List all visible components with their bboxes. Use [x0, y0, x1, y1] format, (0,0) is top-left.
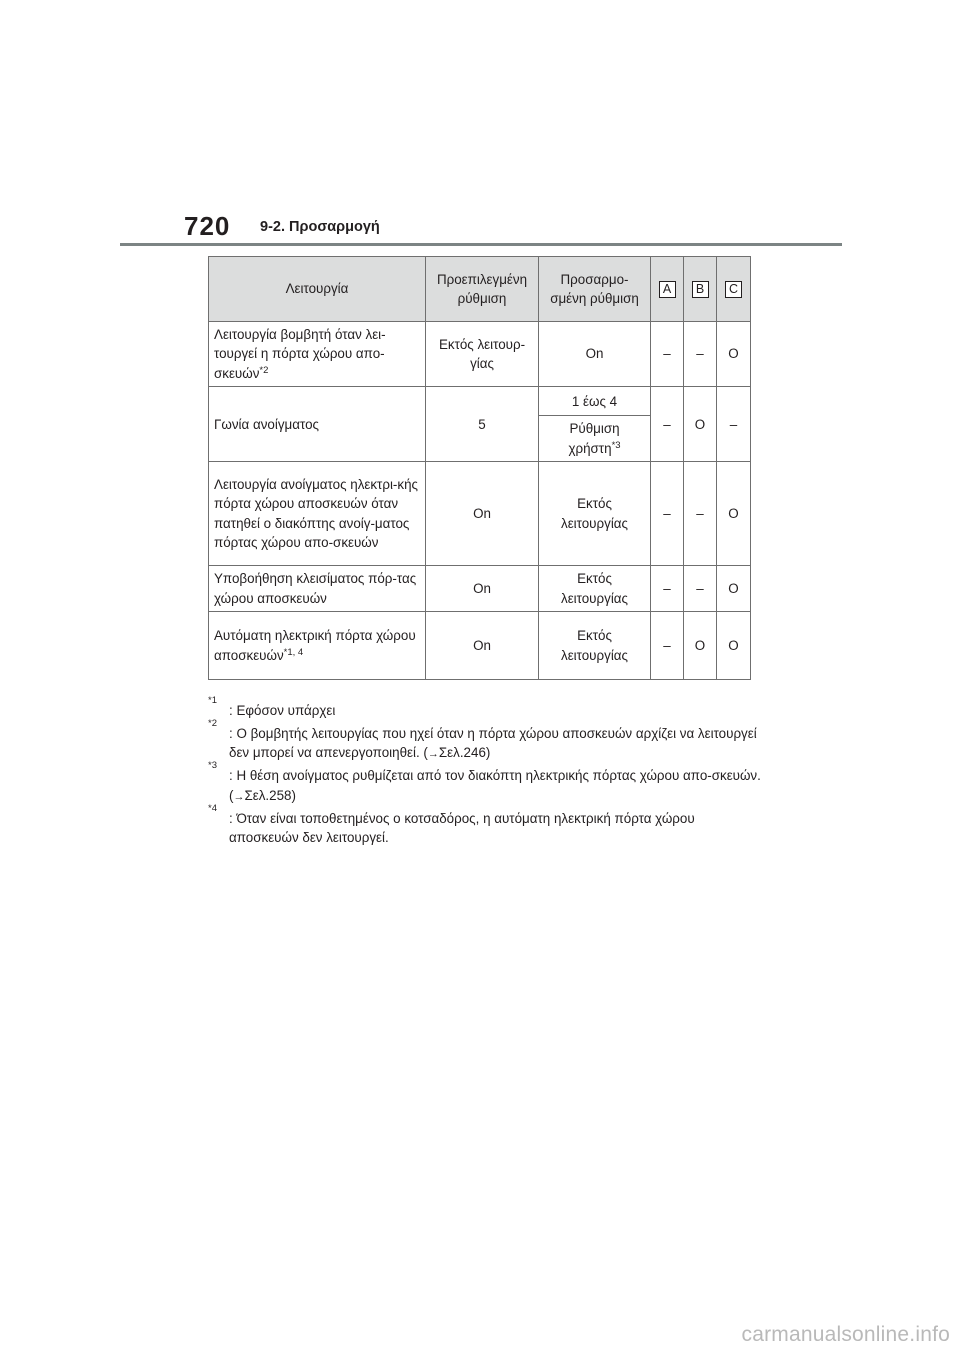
row-mark-a: – [651, 322, 684, 387]
footnote: *1 : Εφόσον υπάρχει [208, 695, 336, 718]
footnote-text: : Όταν είναι τοποθετημένος ο κοτσαδόρος, η αυτόματη ηλεκτρική πόρτα χώρου αποσκευών δεν λειτουργεί. [229, 810, 695, 846]
row-mark-c: – [717, 387, 751, 462]
footnotes [208, 695, 768, 851]
footnote: *4 : Όταν είναι τοποθετημένος ο κοτσαδόρος, η αυτόματη ηλεκτρική πόρτα χώρου αποσκευών δεν λειτουργεί. [208, 802, 695, 846]
row-default: On [426, 612, 539, 680]
row-custom: Εκτός λειτουργίας [539, 612, 651, 680]
header-col-a [651, 257, 684, 322]
page-header [0, 0, 960, 250]
row-mark-c: O [717, 612, 751, 680]
row-function [209, 612, 426, 680]
footnote: *2 : Ο βομβητής λειτουργίας που ηχεί όταν η πόρτα χώρου αποσκευών αρχίζει να λειτουργεί δεν μπορεί να απενεργοποιηθεί. (→Σελ.246) [208, 717, 757, 761]
row-custom-option-2 [539, 416, 651, 462]
header-custom: Προσαρμο-σμένη ρύθμιση [539, 257, 651, 322]
row-function: Γωνία ανοίγματος [209, 387, 426, 462]
row-mark-b: O [684, 387, 717, 462]
row-function-text: Αυτόματη ηλεκτρική πόρτα χώρου αποσκευών [214, 628, 416, 663]
footnote-ref: *2 [259, 364, 269, 376]
header-col-b [684, 257, 717, 322]
row-mark-a: – [651, 612, 684, 680]
row-custom: Εκτός λειτουργίας [539, 462, 651, 566]
table-row [209, 612, 751, 680]
row-mark-b: – [684, 462, 717, 566]
arrow-icon: → [427, 748, 439, 761]
footnote: *3 : Η θέση ανοίγματος ρυθμίζεται από τον διακόπτη ηλεκτρικής πόρτας χώρου απο-σκευών. (→Σελ.258) [208, 760, 761, 803]
table-row [209, 387, 751, 416]
footnote-text: : Η θέση ανοίγματος ρυθμίζεται από τον διακόπτη ηλεκτρικής πόρτας χώρου απο-σκευών. ( [229, 768, 761, 803]
row-mark-c: O [717, 462, 751, 566]
row-custom: On [539, 322, 651, 387]
row-custom-option-1: 1 έως 4 [539, 387, 651, 416]
row-mark-b: – [684, 566, 717, 612]
footnote-text: : Εφόσον υπάρχει [229, 703, 336, 718]
table-header-row [209, 257, 751, 322]
table-row [209, 322, 751, 387]
col-a-label: A [659, 281, 676, 298]
row-mark-c: O [717, 322, 751, 387]
table-row [209, 566, 751, 612]
col-c-label: C [725, 281, 742, 298]
footnote-ref: *3 [611, 439, 621, 451]
row-default: On [426, 462, 539, 566]
footnote-text: : Ο βομβητής λειτουργίας που ηχεί όταν η πόρτα χώρου αποσκευών αρχίζει να λειτουργεί δεν μπορεί να απενεργοποιηθεί. ( [229, 725, 757, 761]
customization-table [208, 256, 751, 680]
header-default: Προεπιλεγμένη ρύθμιση [426, 257, 539, 322]
arrow-icon: → [233, 790, 245, 803]
row-function [209, 322, 426, 387]
row-custom: Εκτός λειτουργίας [539, 566, 651, 612]
col-b-label: B [692, 281, 709, 298]
row-mark-b: O [684, 612, 717, 680]
section-title: 9-2. Προσαρμογή [260, 219, 380, 235]
row-mark-a: – [651, 462, 684, 566]
row-mark-b: – [684, 322, 717, 387]
row-mark-a: – [651, 387, 684, 462]
row-default: Εκτός λειτουρ-γίας [426, 322, 539, 387]
header-col-c [717, 257, 751, 322]
row-function: Υποβοήθηση κλεισίματος πόρ-τας χώρου αποσκευών [209, 566, 426, 612]
header-rule [120, 243, 842, 246]
footnote-ref: *1, 4 [283, 646, 304, 658]
row-default: 5 [426, 387, 539, 462]
row-mark-c: O [717, 566, 751, 612]
table-row [209, 462, 751, 566]
header-function: Λειτουργία [209, 257, 426, 322]
row-mark-a: – [651, 566, 684, 612]
watermark: carmanualsonline.info [741, 1323, 950, 1346]
row-default: On [426, 566, 539, 612]
page-reference-link[interactable]: Σελ.258) [244, 787, 296, 803]
row-function: Λειτουργία ανοίγματος ηλεκτρι-κής πόρτα χώρου αποσκευών όταν πατηθεί ο διακόπτης ανοίγ-ματος πόρτας χώρου απο-σκευών [209, 462, 426, 566]
row-custom-option-2-text: Ρύθμιση χρήστη [568, 421, 620, 456]
page-number: 720 [184, 211, 231, 241]
row-function-text: Λειτουργία βομβητή όταν λει-τουργεί η πόρτα χώρου απο-σκευών [214, 327, 386, 381]
page-reference-link[interactable]: Σελ.246) [438, 745, 491, 761]
